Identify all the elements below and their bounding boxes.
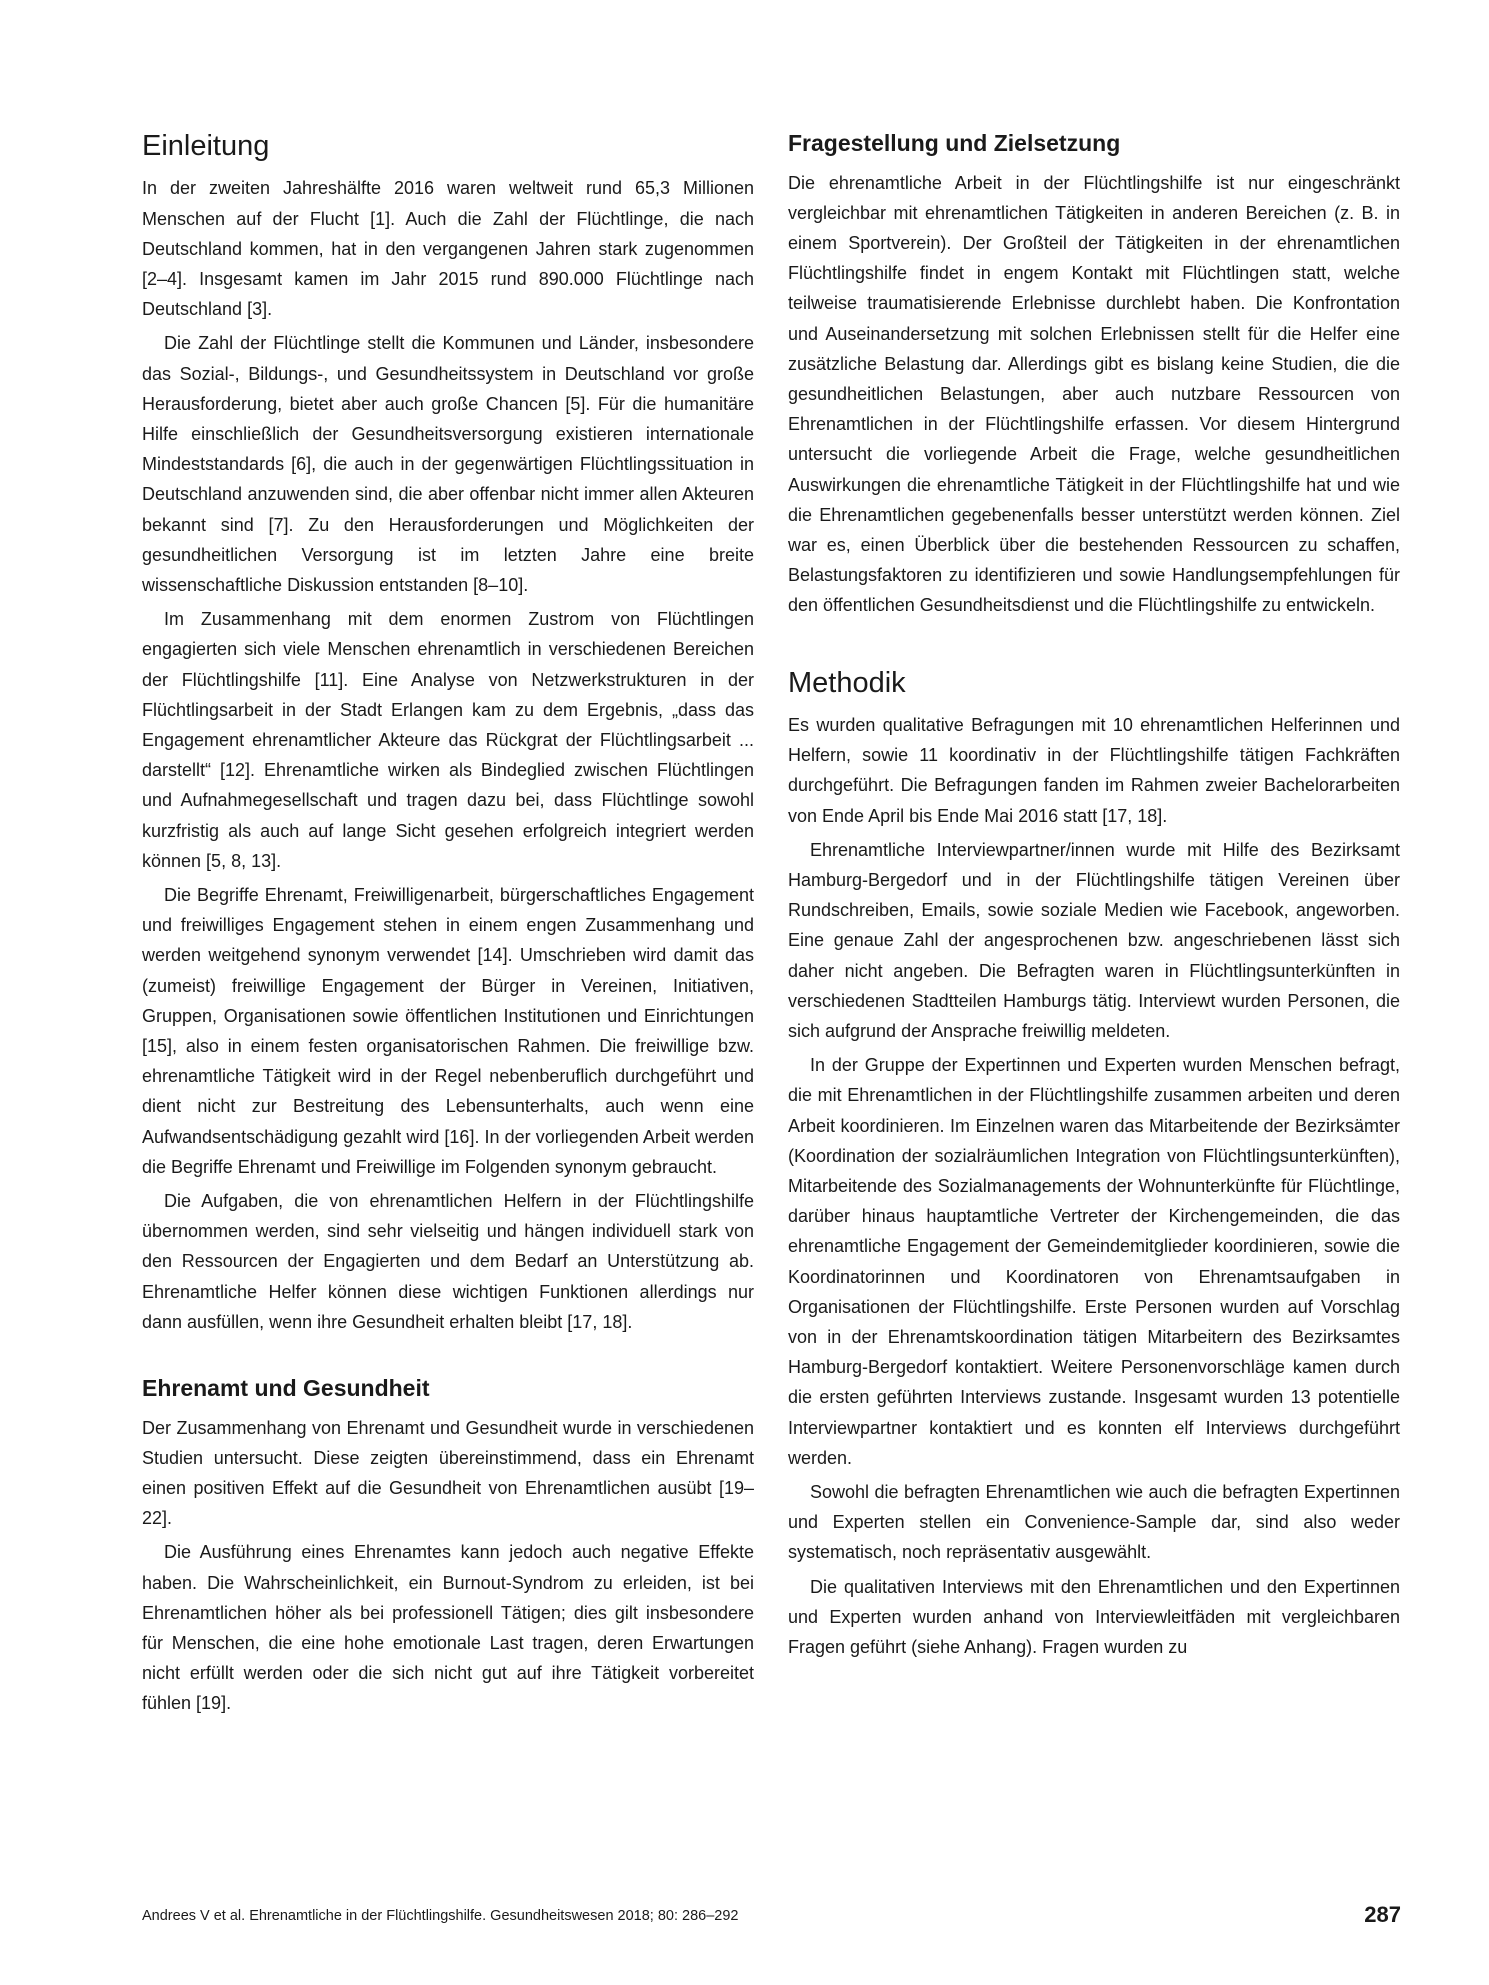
- paragraph: Sowohl die befragten Ehrenamtlichen wie auch die befragten Expertinnen und Experten stellen ein Convenience-Sample dar, sind also weder systematisch, noch repräsentativ ausgewählt.: [788, 1482, 1400, 1563]
- paragraph: Die Zahl der Flüchtlinge stellt die Kommunen und Länder, insbesondere das Sozial-, Bildungs-, und Gesundheitssystem in Deutschland vor große Herausforderung, bietet aber auch große Chancen [5]. Für die humanitäre Hilfe einschließlich der Gesundheitsversorgung existieren internationale Mindeststandards [6], die auch in der gegenwärtigen Flüchtlingssituation in Deutschland anzuwenden sind, die aber offenbar nicht immer allen Akteuren bekannt sind [7]. Zu den Herausforderungen und Möglichkeiten der gesundheitlichen Versorgung ist im letzten Jahre eine breite wissenschaftliche Diskussion entstanden [8–10].: [142, 333, 754, 595]
- left-column: [142, 130, 754, 1719]
- paragraph: Der Zusammenhang von Ehrenamt und Gesundheit wurde in verschiedenen Studien untersucht. Diese zeigten übereinstimmend, dass ein Ehrenamt einen positiven Effekt auf die Gesundheit von Ehrenamtlichen ausübt [19–22].: [142, 1417, 754, 1529]
- paragraph: Im Zusammenhang mit dem enormen Zustrom von Flüchtlingen engagierten sich viele Menschen ehrenamtlich in verschiedenen Bereichen der Flüchtlingshilfe [11]. Eine Analyse von Netzwerkstrukturen in der Flüchtlingsarbeit in der Stadt Erlangen kam zu dem Ergebnis, „dass das Engagement ehrenamtlicher Akteure das Rückgrat der Flüchtlingsarbeit ... darstellt“ [12]. Ehrenamtliche wirken als Bindeglied zwischen Flüchtlingen und Aufnahmegesellschaft und tragen dazu bei, dass Flüchtlinge sowohl kurzfristig als auch auf lange Sicht gesehen erfolgreich integriert werden können [5, 8, 13].: [142, 609, 754, 871]
- paragraph: Es wurden qualitative Befragungen mit 10 ehrenamtlichen Helferinnen und Helfern, sowie 11 koordinativ in der Flüchtlingshilfe tätigen Fachkräften durchgeführt. Die Befragungen fanden im Rahmen zweier Bachelorarbeiten von Ende April bis Ende Mai 2016 statt [17, 18].: [788, 714, 1400, 826]
- section-heading: Fragestellung und Zielsetzung: [788, 130, 1121, 156]
- section-heading: Methodik: [788, 666, 906, 699]
- paragraph: Ehrenamtliche Interviewpartner/innen wurde mit Hilfe des Bezirksamt Hamburg-Bergedorf und in der Flüchtlingshilfe tätigen Vereinen über Rundschreiben, Emails, sowie soziale Medien wie Facebook, angeworben. Eine genaue Zahl der angesprochenen bzw. angeschriebenen lässt sich daher nicht angeben. Die Befragten waren in Flüchtlingsunterkünften in verschiedenen Stadtteilen Hamburgs tätig. Interviewt wurden Personen, die sich aufgrund der Ansprache freiwillig meldeten.: [788, 839, 1400, 1042]
- section-methodik: [788, 667, 1400, 1663]
- right-column: [788, 130, 1400, 1662]
- paragraph: In der zweiten Jahreshälfte 2016 waren weltweit rund 65,3 Millionen Menschen auf der Flucht [1]. Auch die Zahl der Flüchtlinge, die nach Deutschland kommen, hat in den vergangenen Jahren stark zugenommen [2–4]. Insgesamt kamen im Jahr 2015 rund 890.000 Flüchtlinge nach Deutschland [3].: [142, 178, 754, 320]
- paragraph: Die Aufgaben, die von ehrenamtlichen Helfern in der Flüchtlingshilfe übernommen werden, sind sehr vielseitig und hängen individuell stark von den Ressourcen der Engagierten und dem Bedarf an Unterstützung ab. Ehrenamtliche Helfer können diese wichtigen Funktionen allerdings nur dann ausfüllen, wenn ihre Gesundheit erhalten bleibt [17, 18].: [142, 1191, 754, 1332]
- section-heading: Einleitung: [142, 130, 270, 162]
- section-heading: Ehrenamt und Gesundheit: [142, 1375, 430, 1402]
- page-number: 287: [1364, 1902, 1401, 1927]
- paragraph: Die Ausführung eines Ehrenamtes kann jedoch auch negative Effekte haben. Die Wahrscheinlichkeit, ein Burnout-Syndrom zu erleiden, ist bei Ehrenamtlichen höher als bei professionell Tätigen; dies gilt insbesondere für Menschen, die eine hohe emotionale Last tragen, deren Erwartungen nicht erfüllt werden oder die sich nicht gut auf ihre Tätigkeit vorbereitet fühlen [19].: [142, 1542, 754, 1714]
- paragraph: Die Begriffe Ehrenamt, Freiwilligenarbeit, bürgerschaftliches Engagement und freiwilliges Engagement stehen in einem engen Zusammenhang und werden weitgehend synonym verwendet [14]. Umschrieben wird damit das (zumeist) freiwillige Engagement der Bürger in Vereinen, Initiativen, Gruppen, Organisationen sowie öffentlichen Institutionen und Einrichtungen [15], also in einem festen organisatorischen Rahmen. Die freiwillige bzw. ehrenamtliche Tätigkeit wird in der Regel nebenberuflich durchgeführt und dient nicht zur Bestreitung des Lebensunterhalts, auch wenn eine Aufwandsentschädigung gezahlt wird [16]. In der vorliegenden Arbeit werden die Begriffe Ehrenamt und Freiwillige im Folgenden synonym gebraucht.: [142, 885, 754, 1177]
- paragraph: Die qualitativen Interviews mit den Ehrenamtlichen und den Expertinnen und Experten wurden anhand von Interviewleitfäden mit vergleichbaren Fragen geführt (siehe Anhang). Fragen wurden zu: [788, 1576, 1400, 1658]
- paragraph: In der Gruppe der Expertinnen und Experten wurden Menschen befragt, die mit Ehrenamtlichen in der Flüchtlingshilfe zusammen arbeiten und deren Arbeit koordinieren. Im Einzelnen waren das Mitarbeitende der Bezirksämter (Koordination der sozialräumlichen Integration von Flüchtlingsunterkünften), Mitarbeitende des Sozialmanagements der Wohnunterkünfte für Flüchtlinge, darüber hinaus hauptamtliche Vertreter der Kirchengemeinden, die das ehrenamtliche Engagement der Gemeindemitglieder koordinieren, sowie die Koordinatorinnen und Koordinatoren von Ehrenamtsaufgaben in Organisationen der Flüchtlingshilfe. Erste Personen wurden auf Vorschlag von in der Ehrenamtskoordination tätigen Mitarbeitern des Bezirksamtes Hamburg-Bergedorf kontaktiert. Weitere Personenvorschläge kamen durch die ersten geführten Interviews zustande. Insgesamt wurden 13 potentielle Interviewpartner kontaktiert und es konnten elf Interviews durchgeführt werden.: [788, 1055, 1400, 1468]
- section-einleitung: [142, 130, 754, 1337]
- section-ehrenamt-gesundheit: [142, 1375, 754, 1719]
- section-fragestellung: [788, 130, 1400, 621]
- footer-citation: Andrees V et al. Ehrenamtliche in der Flüchtlingshilfe. Gesundheitswesen 2018; 80: 286–292: [142, 1908, 739, 1924]
- paragraph: Die ehrenamtliche Arbeit in der Flüchtlingshilfe ist nur eingeschränkt vergleichbar mit ehrenamtlichen Tätigkeiten in anderen Bereichen (z. B. in einem Sportverein). Der Großteil der Tätigkeiten in der ehrenamtlichen Flüchtlingshilfe findet in engem Kontakt mit Flüchtlingen statt, welche teilweise traumatisierende Erlebnisse durchlebt haben. Die Konfrontation und Auseinandersetzung mit solchen Erlebnissen stellt für die Helfer eine zusätzliche Belastung dar. Allerdings gibt es bislang keine Studien, die die gesundheitlichen Belastungen, aber auch nutzbare Ressourcen von Ehrenamtlichen in der Flüchtlingshilfe erfassen. Vor diesem Hintergrund untersucht die vorliegende Arbeit die Frage, welche gesundheitlichen Auswirkungen die ehrenamtliche Tätigkeit in der Flüchtlingshilfe hat und wie die Ehrenamtlichen gegebenenfalls besser unterstützt werden können. Ziel war es, einen Überblick über die bestehenden Ressourcen zu schaffen, Belastungsfaktoren zu identifizieren und sowie Handlungsempfehlungen für den öffentlichen Gesundheitsdienst und die Flüchtlingshilfe zu entwickeln.: [788, 172, 1400, 616]
